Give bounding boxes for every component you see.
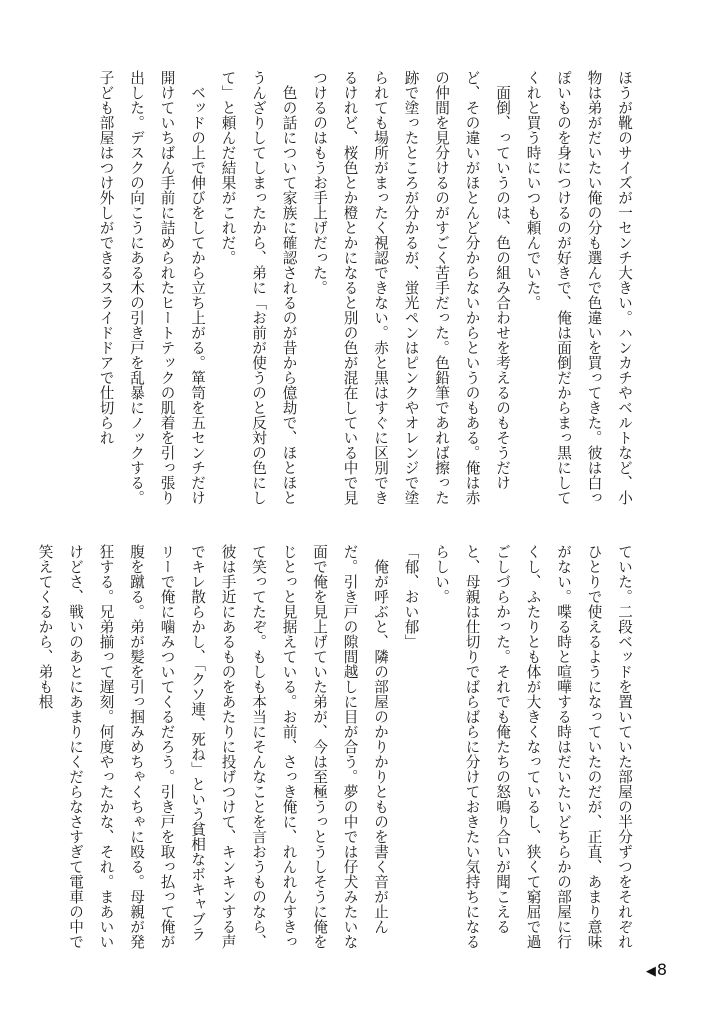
paragraph-getting-up: ベッドの上で伸びをしてから立ち上がる。箪笥を五センチだけ開けていちばん手前に詰められたヒートテックの肌着を引っ張り出した。デスクの向こうにある木の引き戸を乱暴にノックする。子ども部屋はつけ外しができるスライドドアで仕切られ [97,70,206,505]
paragraph-color-blindness: 面倒、っていうのは、色の組み合わせを考えるのもそうだけど、その違いがほとんど分からないからというのもある。俺は赤の仲間を見分けるのがすごく苦手だった。色鉛筆であれば擦った跡で塗ったところが分かるが、蛍光ペンはピンクやオレンジで塗られても場所がまったく視認できない。赤と黒はすぐに区別できるけれど、桜色とか橙とかになると別の色が混在している中で見つけるのはもうお手上げだった。 [311,70,511,505]
lower-text-column [36,544,639,949]
paragraph-dialogue-call: 「郁、おい郁」 [402,544,420,649]
upper-text-column [97,70,639,510]
paragraph-color-talk: 色の話について家族に確認されるのが昔から億劫で、ほとほとうんざりしてしまったから、弟に「お前が使うのと反対の色にして」と頼んだ結果がこれだ。 [219,70,298,505]
page-number-value: 8 [656,960,667,979]
page-number [646,960,667,982]
page-marker-triangle-icon: ◀ [645,964,656,979]
paragraph-brother-reaction: 俺が呼ぶと、隣の部屋のかりかりとものを書く音が止んだ。引き戸の隙間越しに目が合う。夢の中では仔犬みたいな面で俺を見上げていた弟が、今は至極うっとうしそうに俺をじとっと見据えている。お前、さっき俺に、れんれんすきって笑ってたぞ。もしも本当にそんなことを言おうものなら、彼は手近にあるものをあたりに投げつけて、キンキンする声でキレ散らかし、「クソ連、死ね」という貧相なボキャブラリーで俺に噛みついてくるだろう。引き戸を取っ払って俺が腹を蹴る。弟が髪を引っ掴みめちゃくちゃに殴る。母親が発狂する。兄弟揃って遅刻。何度やったかな、それ。まあいいけどさ、戦いのあとにあまりにくだらなさすぎて電車の中で笑えてくるから、弟も根 [36,544,389,949]
paragraph-shoe-size: ほうが靴のサイズが一センチ大きい。ハンカチやベルトなど、小物は弟がだいたい俺の分も選んで色違いを買ってきた。彼は白っぽいものを身につけるのが好きで、俺は面倒だからまっ黒にしてくれと買う時にいつも頼んでいた。 [524,70,633,505]
paragraph-sliding-door: ていた。二段ベッドを置いていた部屋の半分ずつをそれぞれひとりで使えるようになっていたのだが、正直、あまり意味がない。喋る時と喧嘩する時はだいたいどちらかの部屋に行くし、ふたりとも体が大きくなっているし、狭くて窮屈で過ごしづらかった。それでも俺たちの怒鳴り合いが聞こえると、母親は仕切りでばらばらに分けておきたい気持ちになるらしい。 [433,544,633,949]
